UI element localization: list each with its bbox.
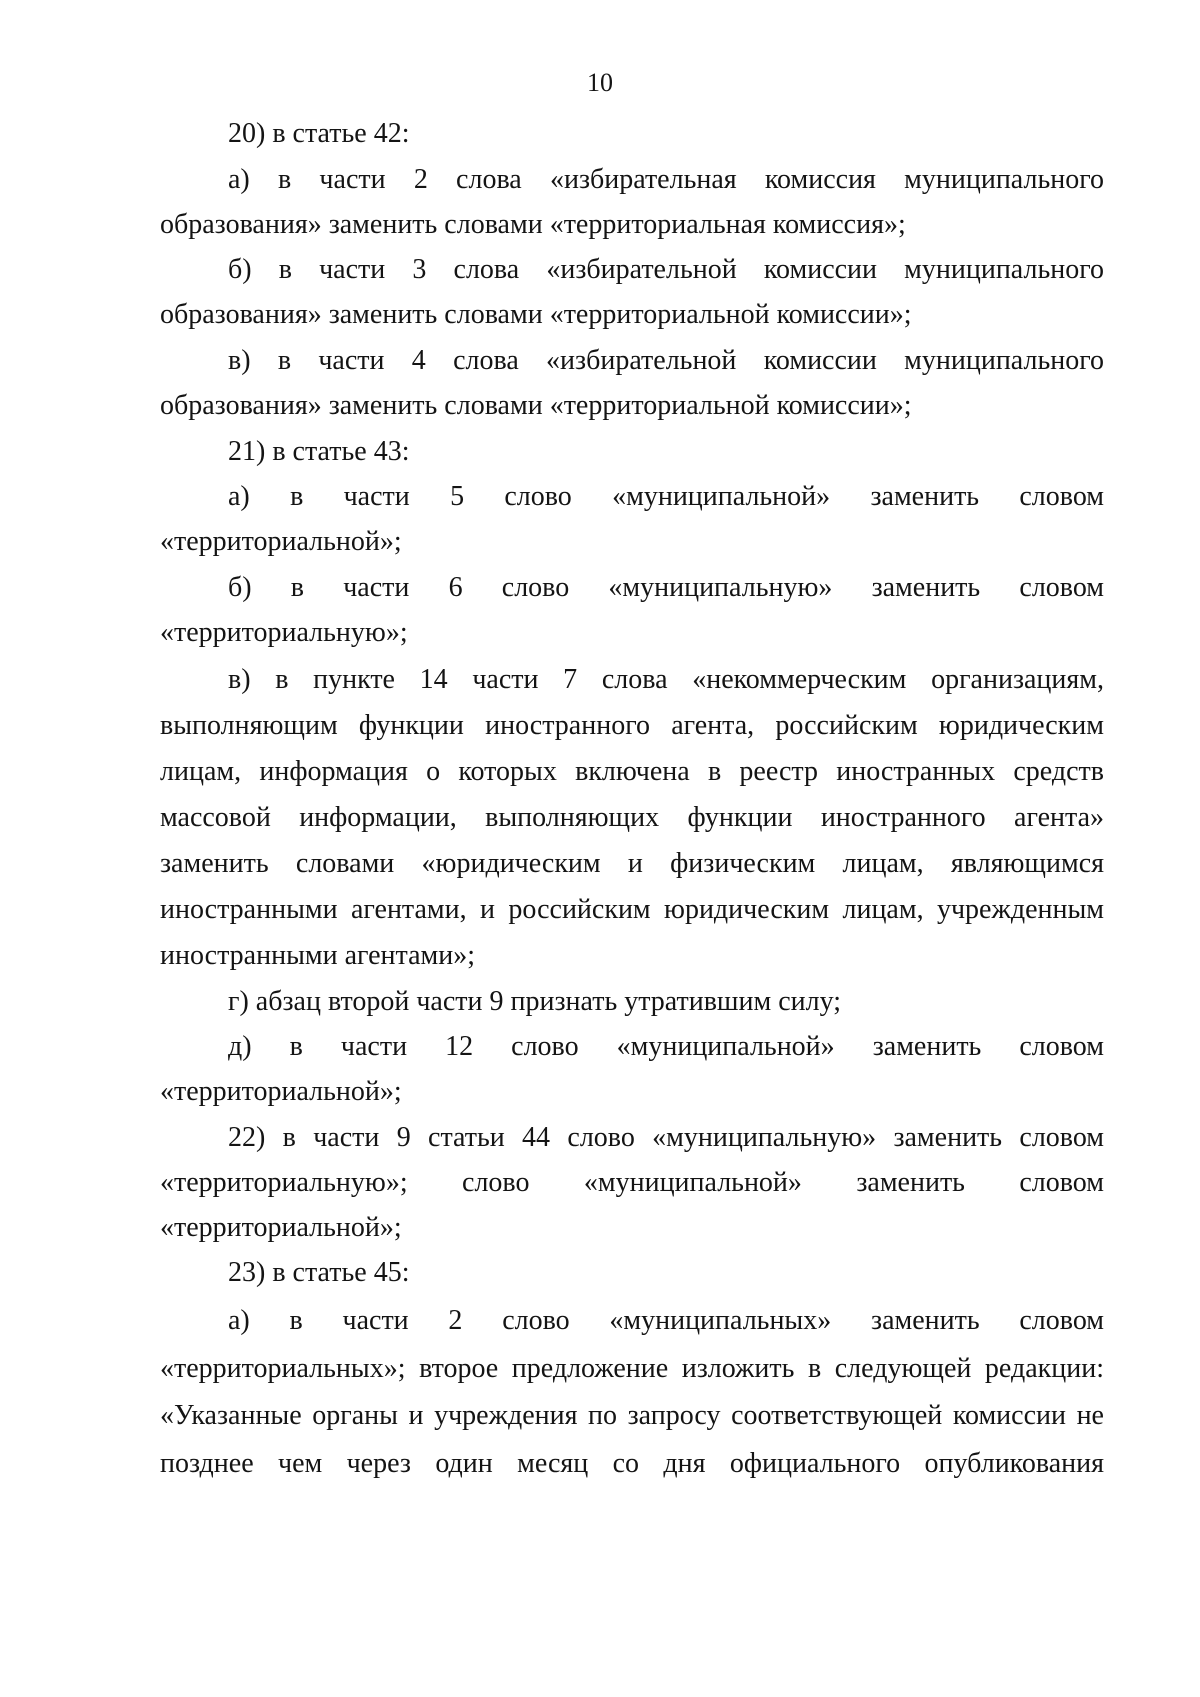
paragraph-item-21b: б) в части 6 слово «муниципальную» заменить словом «территориальную»; <box>160 571 1104 648</box>
paragraph-item-22: 22) в части 9 статьи 44 слово «муниципальную» заменить словом «территориальную»; слово «муниципальной» заменить словом «территориальной»; <box>160 1121 1104 1243</box>
paragraph-item-21v: в) в пункте 14 части 7 слова «некоммерческим организациям, выполняющим функции иностранного агента, российским юридическим лицам, информация о которых включена в реестр иностранных средств массовой информации, выполняющих функции иностранного агента» заменить словами «юридическим и физическим лицам, являющимся иностранными агентами, и российским юридическим лицам, учрежденным иностранными агентами»; <box>160 663 1104 971</box>
page-number: 10 <box>587 68 613 97</box>
paragraph-item-20: 20) в статье 42: <box>228 118 410 149</box>
paragraph-item-21g: г) абзац второй части 9 признать утратившим силу; <box>228 985 841 1017</box>
document-body <box>160 112 1104 1488</box>
paragraph-item-20b: б) в части 3 слова «избирательной комиссии муниципального образования» заменить словами «территориальной комиссии»; <box>160 254 1104 331</box>
paragraph-item-23: 23) в статье 45: <box>228 1257 410 1289</box>
paragraph-item-21: 21) в статье 43: <box>228 435 410 467</box>
paragraph-item-21d: д) в части 12 слово «муниципальной» заменить словом «территориальной»; <box>160 1031 1104 1108</box>
paragraph-item-20v: в) в части 4 слова «избирательной комиссии муниципального образования» заменить словами «территориальной комиссии»; <box>160 344 1104 421</box>
paragraph-item-20a: а) в части 2 слова «избирательная комиссия муниципального образования» заменить словами «территориальная комиссия»; <box>160 163 1104 240</box>
paragraph-item-21a: а) в части 5 слово «муниципальной» заменить словом «территориальной»; <box>160 481 1104 558</box>
paragraph-item-23a: а) в части 2 слово «муниципальных» заменить словом «территориальных»; второе предложение изложить в следующей редакции: «Указанные органы и учреждения по запросу соответствующей комиссии не позднее чем через один месяц со дня официального опубликования <box>160 1305 1104 1479</box>
